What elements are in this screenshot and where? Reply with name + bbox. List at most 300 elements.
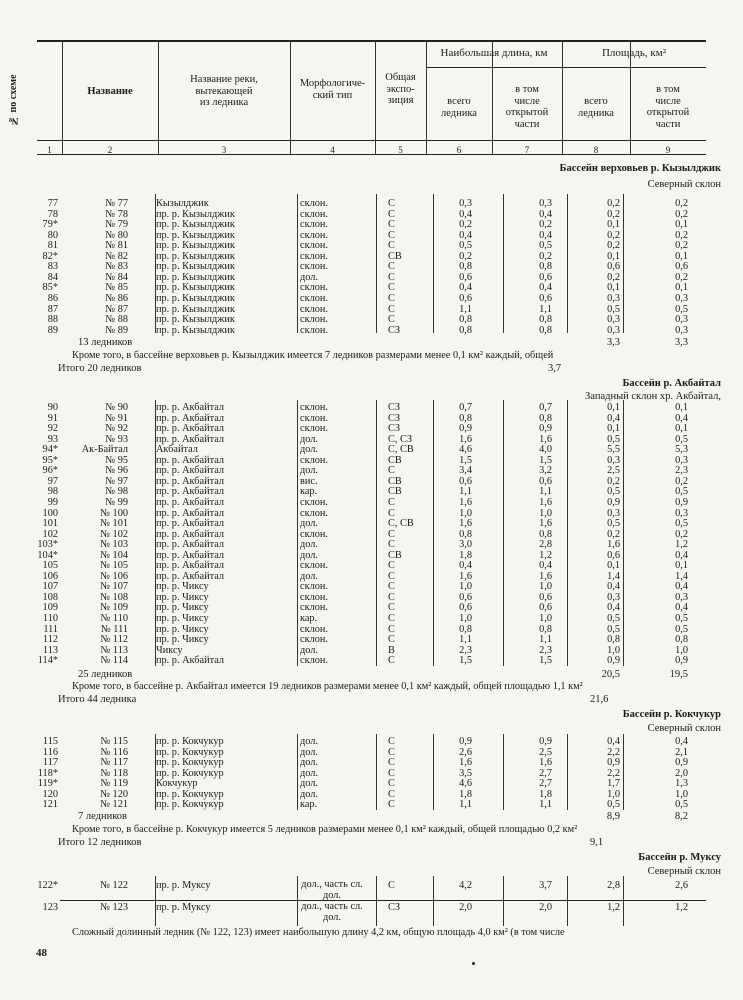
morph-type: склон. xyxy=(300,528,328,540)
length-open: 4,0 xyxy=(539,444,552,456)
header-area-total: ледника xyxy=(578,107,614,119)
area-open: 0,4 xyxy=(675,549,688,561)
length-open: 1,6 xyxy=(539,518,552,530)
table-row xyxy=(0,294,743,305)
header-river: вытекающей xyxy=(195,85,253,97)
area-open: 0,2 xyxy=(675,208,688,220)
scheme-number: 103* xyxy=(37,539,58,551)
length-open: 2,7 xyxy=(539,767,552,779)
glacier-name: № 89 xyxy=(105,324,128,336)
glacier-name: № 101 xyxy=(100,518,128,530)
river-name: пр. р. Акбайтал xyxy=(156,433,225,445)
river-name: пр. р. Кызылджик xyxy=(156,303,235,315)
length-total: 3,5 xyxy=(459,767,472,779)
length-total: 1,6 xyxy=(459,570,472,582)
scheme-number: 85* xyxy=(42,282,58,294)
scheme-number: 112 xyxy=(42,634,58,646)
column-number: 4 xyxy=(330,145,335,155)
area-total: 0,1 xyxy=(607,250,620,262)
subtotal-label: 25 ледников xyxy=(78,669,133,680)
length-total: 1,6 xyxy=(459,433,472,445)
length-total: 0,8 xyxy=(459,528,472,540)
area-open: 1,2 xyxy=(675,902,688,913)
exposure: С xyxy=(388,581,395,593)
area-total: 0,3 xyxy=(607,454,620,466)
area-total: 0,4 xyxy=(607,412,620,424)
exposure: С xyxy=(388,229,395,241)
exposure: С xyxy=(388,613,395,624)
glacier-name: № 106 xyxy=(100,570,128,582)
morph-type: склон. xyxy=(300,634,328,646)
header-top-rule xyxy=(37,40,706,42)
morph-type: кар. xyxy=(300,799,318,811)
length-open: 0,2 xyxy=(539,250,552,262)
area-open: 0,3 xyxy=(675,507,688,519)
glacier-name: № 97 xyxy=(105,475,128,487)
exposure: С xyxy=(388,591,395,603)
header-length-total: всего xyxy=(447,96,471,107)
exposure: С xyxy=(388,240,395,252)
morph-type: дол., часть сл. дол. xyxy=(301,901,363,923)
page-number: 48 xyxy=(36,947,47,959)
length-total: 4,6 xyxy=(459,444,472,456)
length-total: 3,0 xyxy=(459,539,472,551)
river-name: пр. р. Акбайтал xyxy=(156,549,225,561)
header-length-open: открытой xyxy=(505,107,549,119)
header-area-open: открытой xyxy=(646,107,690,119)
length-total: 3,4 xyxy=(459,465,472,477)
length-total: 0,6 xyxy=(459,602,472,614)
basin-total: Итого 44 ледника xyxy=(58,694,137,705)
column-number: 1 xyxy=(47,145,52,155)
area-total: 0,1 xyxy=(607,560,620,572)
header-area-open: числе xyxy=(655,95,681,107)
morph-type: склон. xyxy=(300,423,328,435)
area-total: 0,8 xyxy=(607,634,620,646)
river-name: пр. р. Акбайтал xyxy=(156,570,225,582)
subtotal-area: 20,5 xyxy=(601,669,620,680)
header-bottom-rule xyxy=(37,140,706,141)
glacier-name: № 102 xyxy=(100,528,128,540)
morph-type: дол. xyxy=(300,644,318,656)
area-total: 0,2 xyxy=(607,475,620,487)
exposure: С xyxy=(388,880,395,891)
area-total: 0,3 xyxy=(607,314,620,326)
exposure: С xyxy=(388,303,395,315)
morph-type: склон. xyxy=(300,261,328,273)
basin-total: Итого 20 ледников xyxy=(58,363,142,374)
morph-type: склон. xyxy=(300,560,328,572)
header-length-total: ледника xyxy=(441,107,477,119)
morph-type: дол. xyxy=(300,788,318,800)
exposure: С xyxy=(388,314,395,326)
river-name: пр. р. Кокчукур xyxy=(156,788,224,800)
slope-label: Северный склон xyxy=(647,179,721,190)
basin-note-value: 21,6 xyxy=(590,694,609,705)
area-total: 1,0 xyxy=(607,788,620,800)
morph-type: дол. xyxy=(300,736,318,747)
area-open: 0,3 xyxy=(675,454,688,466)
scheme-number: 99 xyxy=(47,496,58,508)
area-open: 0,2 xyxy=(675,198,688,209)
area-open: 0,1 xyxy=(675,423,688,435)
river-name: пр. р. Кокчукур xyxy=(156,767,224,779)
length-open: 1,1 xyxy=(539,799,552,811)
river-name: пр. р. Кызылджик xyxy=(156,250,235,262)
area-open: 0,2 xyxy=(675,271,688,283)
glacier-name: № 88 xyxy=(105,314,128,326)
area-open: 0,2 xyxy=(675,240,688,252)
length-total: 0,6 xyxy=(459,591,472,603)
morph-type: склон. xyxy=(300,581,328,593)
river-name: Кокчукур xyxy=(156,778,198,790)
scheme-number: 90 xyxy=(47,402,58,413)
length-total: 2,0 xyxy=(459,902,472,913)
scheme-number: 81 xyxy=(47,240,58,252)
length-open: 1,5 xyxy=(539,655,552,667)
area-total: 0,2 xyxy=(607,229,620,241)
glacier-name: № 114 xyxy=(100,655,128,667)
column-number: 8 xyxy=(593,145,599,155)
length-total: 0,8 xyxy=(459,412,472,424)
scheme-number: 97 xyxy=(47,475,58,487)
glacier-name: № 104 xyxy=(100,549,128,561)
scheme-number: 123 xyxy=(42,902,58,913)
exposure: СЗ xyxy=(388,902,401,913)
area-total: 0,2 xyxy=(607,198,620,209)
river-name: пр. р. Акбайтал xyxy=(156,465,225,477)
morph-type: дол. xyxy=(300,746,318,758)
glacier-name: № 82 xyxy=(105,250,128,262)
morph-type: дол. xyxy=(300,778,318,790)
table-row xyxy=(0,403,743,414)
morph-type: склон. xyxy=(300,208,328,220)
length-total: 0,9 xyxy=(459,736,472,747)
glacier-name: № 113 xyxy=(100,644,128,656)
length-open: 0,2 xyxy=(539,219,552,231)
scheme-number: 86 xyxy=(47,292,58,304)
glacier-name: № 91 xyxy=(105,412,128,424)
length-open: 1,0 xyxy=(539,581,552,593)
scheme-number: 100 xyxy=(42,507,58,519)
table-row xyxy=(0,902,743,924)
river-name: пр. р. Кокчукур xyxy=(156,736,224,747)
scheme-number: 106 xyxy=(42,570,58,582)
exposure: С xyxy=(388,602,395,614)
area-open: 2,3 xyxy=(675,465,688,477)
length-total: 0,5 xyxy=(459,240,472,252)
area-open: 0,1 xyxy=(675,250,688,262)
slope-label: Северный склон xyxy=(647,723,721,734)
scheme-number: 118* xyxy=(37,767,58,779)
length-total: 1,0 xyxy=(459,613,472,624)
subtotal-area: 8,9 xyxy=(606,811,620,822)
basin-title: Бассейн р. Кокчукур xyxy=(622,709,721,720)
length-total: 0,6 xyxy=(459,292,472,304)
scheme-number: 101 xyxy=(42,518,58,530)
area-total: 0,4 xyxy=(607,736,620,747)
glacier-name: № 87 xyxy=(105,303,128,315)
river-name: пр. р. Чиксу xyxy=(156,581,209,593)
subtotal-open-area: 3,3 xyxy=(674,337,688,348)
table-row xyxy=(0,656,743,667)
area-open: 0,5 xyxy=(675,623,688,635)
river-name: пр. р. Чиксу xyxy=(156,634,209,646)
exposure: С xyxy=(388,219,395,231)
length-open: 1,8 xyxy=(539,788,552,800)
basin-total: Итого 12 ледников xyxy=(58,837,142,848)
glacier-name: № 112 xyxy=(100,634,128,646)
column-number: 9 xyxy=(665,145,671,155)
column-number: 2 xyxy=(107,145,113,155)
glacier-name: № 92 xyxy=(105,423,128,435)
basin-title: Бассейн р. Акбайтал xyxy=(622,378,721,389)
scheme-number: 102 xyxy=(42,528,58,540)
length-open: 1,6 xyxy=(539,496,552,508)
area-open: 0,3 xyxy=(675,292,688,304)
table-row xyxy=(0,326,743,337)
area-open: 0,4 xyxy=(675,602,688,614)
length-total: 1,1 xyxy=(459,799,472,811)
area-open: 0,6 xyxy=(675,261,688,273)
slope-label: Северный склон xyxy=(647,866,721,877)
area-open: 0,4 xyxy=(675,412,688,424)
area-total: 0,5 xyxy=(607,433,620,445)
scheme-number: 116 xyxy=(42,746,58,758)
length-total: 0,8 xyxy=(459,314,472,326)
morph-type: дол. xyxy=(300,539,318,551)
area-total: 0,3 xyxy=(607,324,620,336)
exposure: С xyxy=(388,261,395,273)
area-open: 0,5 xyxy=(675,303,688,315)
morph-type: склон. xyxy=(300,412,328,424)
morph-type: дол. xyxy=(300,465,318,477)
area-total: 0,3 xyxy=(607,591,620,603)
length-open: 1,5 xyxy=(539,454,552,466)
scheme-number: 78 xyxy=(47,208,58,220)
length-open: 1,1 xyxy=(539,634,552,646)
length-open: 2,5 xyxy=(539,746,552,758)
length-open: 0,8 xyxy=(539,314,552,326)
header-area-total: всего xyxy=(584,96,608,107)
glacier-name: № 83 xyxy=(105,261,128,273)
length-total: 1,0 xyxy=(459,581,472,593)
scheme-number: 80 xyxy=(47,229,58,241)
scheme-number: 119* xyxy=(37,778,58,790)
area-total: 1,2 xyxy=(607,902,620,913)
morph-type: склон. xyxy=(300,219,328,231)
length-open: 1,0 xyxy=(539,613,552,624)
morph-type: дол., часть сл. дол. xyxy=(301,879,363,901)
length-open: 1,1 xyxy=(539,486,552,498)
area-total: 2,5 xyxy=(607,465,620,477)
header-exposure: зиция xyxy=(387,95,414,107)
length-total: 2,6 xyxy=(459,746,472,758)
river-name: пр. р. Чиксу xyxy=(156,623,209,635)
subtotal-label: 7 ледников xyxy=(78,811,127,822)
exposure: С xyxy=(388,465,395,477)
river-name: пр. р. Кызылджик xyxy=(156,219,235,231)
glacier-name: Ак-Байтал xyxy=(81,444,128,456)
morph-type: склон. xyxy=(300,655,328,667)
length-open: 1,6 xyxy=(539,757,552,769)
length-total: 1,6 xyxy=(459,757,472,769)
area-total: 1,4 xyxy=(607,570,620,582)
header-length-group: Наибольшая длина, км xyxy=(440,47,548,59)
length-open: 0,9 xyxy=(539,423,552,435)
scheme-number: 89 xyxy=(47,324,58,336)
length-open: 1,6 xyxy=(539,433,552,445)
glacier-name: № 96 xyxy=(105,465,128,477)
morph-type: склон. xyxy=(300,240,328,252)
river-name: пр. р. Акбайтал xyxy=(156,423,225,435)
area-total: 0,5 xyxy=(607,518,620,530)
area-open: 0,9 xyxy=(675,496,688,508)
glacier-name: № 117 xyxy=(100,757,128,769)
exposure: СЗ xyxy=(388,412,401,424)
river-name: пр. р. Акбайтал xyxy=(156,518,225,530)
header-area-group: Площадь, км² xyxy=(601,47,666,59)
river-name: пр. р. Акбайтал xyxy=(156,539,225,551)
subtotal-open-area: 8,2 xyxy=(674,811,688,822)
scheme-number: 88 xyxy=(47,314,58,326)
subtotal-open-area: 19,5 xyxy=(669,669,688,680)
glacier-name: № 93 xyxy=(105,433,128,445)
area-total: 0,2 xyxy=(607,528,620,540)
area-open: 1,0 xyxy=(675,788,688,800)
length-open: 2,7 xyxy=(539,778,552,790)
river-name: пр. р. Кызылджик xyxy=(156,261,235,273)
exposure: С xyxy=(388,655,395,667)
header-length-open: части xyxy=(514,118,540,130)
length-open: 0,4 xyxy=(539,229,552,241)
length-open: 0,4 xyxy=(539,560,552,572)
glacier-name: № 109 xyxy=(100,602,128,614)
glacier-name: № 120 xyxy=(100,788,128,800)
morph-type: склон. xyxy=(300,303,328,315)
length-total: 0,7 xyxy=(459,402,472,413)
exposure: СВ xyxy=(388,475,402,487)
basin-title: Бассейн р. Муксу xyxy=(638,852,721,863)
river-name: Кызылджик xyxy=(156,198,209,209)
area-open: 0,1 xyxy=(675,219,688,231)
glacier-name: № 103 xyxy=(100,539,128,551)
glacier-name: № 99 xyxy=(105,496,128,508)
glacier-name: № 122 xyxy=(100,880,128,891)
glacier-name: № 121 xyxy=(100,799,128,811)
length-open: 3,2 xyxy=(539,465,552,477)
river-name: пр. р. Муксу xyxy=(156,902,211,913)
scheme-number: 122* xyxy=(37,880,58,891)
glacier-name: № 84 xyxy=(105,271,128,283)
morph-type: склон. xyxy=(300,591,328,603)
glacier-name: № 95 xyxy=(105,454,128,466)
length-total: 0,8 xyxy=(459,623,472,635)
length-open: 0,8 xyxy=(539,324,552,336)
river-name: пр. р. Акбайтал xyxy=(156,486,225,498)
scheme-number: 79* xyxy=(42,219,58,231)
table-row xyxy=(0,800,743,811)
header-river: Название реки, xyxy=(190,74,258,85)
exposure: С, СВ xyxy=(388,444,414,456)
exposure: С xyxy=(388,528,395,540)
glacier-name: № 81 xyxy=(105,240,128,252)
header-length-open: числе xyxy=(514,95,540,107)
area-open: 2,6 xyxy=(675,880,688,891)
scheme-number: 92 xyxy=(47,423,58,435)
morph-type: дол. xyxy=(300,433,318,445)
glacier-name: № 111 xyxy=(100,623,128,635)
length-open: 0,6 xyxy=(539,602,552,614)
length-open: 0,8 xyxy=(539,528,552,540)
glacier-name: № 118 xyxy=(100,767,128,779)
exposure: С xyxy=(388,271,395,283)
subtotal-label: 13 ледников xyxy=(78,337,133,348)
table-row xyxy=(0,519,743,530)
morph-type: кар. xyxy=(300,613,318,624)
morph-type: склон. xyxy=(300,282,328,294)
river-name: пр. р. Кызылджик xyxy=(156,240,235,252)
glacier-name: № 105 xyxy=(100,560,128,572)
scheme-number: 87 xyxy=(47,303,58,315)
length-total: 1,0 xyxy=(459,507,472,519)
scheme-number: 117 xyxy=(42,757,58,769)
area-total: 0,2 xyxy=(607,271,620,283)
area-total: 1,0 xyxy=(607,644,620,656)
exposure: С xyxy=(388,539,395,551)
morph-type: дол. xyxy=(300,271,318,283)
column-number: 7 xyxy=(524,145,530,155)
length-total: 0,3 xyxy=(459,198,472,209)
glacier-name: № 98 xyxy=(105,486,128,498)
scheme-number: 94* xyxy=(42,444,58,456)
length-total: 0,8 xyxy=(459,261,472,273)
exposure: СЗ xyxy=(388,423,401,435)
length-open: 0,8 xyxy=(539,412,552,424)
scheme-number: 114* xyxy=(37,655,58,667)
length-total: 1,6 xyxy=(459,518,472,530)
length-open: 0,4 xyxy=(539,208,552,220)
river-name: пр. р. Кокчукур xyxy=(156,757,224,769)
length-total: 0,2 xyxy=(459,219,472,231)
glacier-name: № 77 xyxy=(105,198,128,209)
exposure: С xyxy=(388,736,395,747)
slope-label: Западный склон хр. Акбайтал, xyxy=(585,391,721,402)
area-open: 0,2 xyxy=(675,475,688,487)
exposure: С xyxy=(388,634,395,646)
river-name: пр. р. Муксу xyxy=(156,880,211,891)
glacier-name: № 78 xyxy=(105,208,128,220)
header-morph-type: Морфологиче- xyxy=(299,78,366,89)
subtotal-area: 3,3 xyxy=(606,337,620,348)
river-name: пр. р. Кокчукур xyxy=(156,746,224,758)
exposure: СЗ xyxy=(388,324,401,336)
river-name: пр. р. Акбайтал xyxy=(156,560,225,572)
morph-type: склон. xyxy=(300,402,328,413)
river-name: пр. р. Акбайтал xyxy=(156,475,225,487)
basin-note: Кроме того, в бассейне р. Акбайтал имеется 19 ледников размерами менее 0,1 км² каждый, общей площадью 1,1 км² xyxy=(72,681,583,692)
area-total: 0,2 xyxy=(607,208,620,220)
glacier-name: № 79 xyxy=(105,219,128,231)
river-name: пр. р. Акбайтал xyxy=(156,412,225,424)
length-open: 1,2 xyxy=(539,549,552,561)
glacier-name: № 90 xyxy=(105,402,128,413)
exposure: С xyxy=(388,788,395,800)
header-area-open: в том xyxy=(656,84,680,95)
glacier-name: № 123 xyxy=(100,902,128,913)
exposure: С, СЗ xyxy=(388,433,413,445)
river-name: пр. р. Кызылджик xyxy=(156,271,235,283)
